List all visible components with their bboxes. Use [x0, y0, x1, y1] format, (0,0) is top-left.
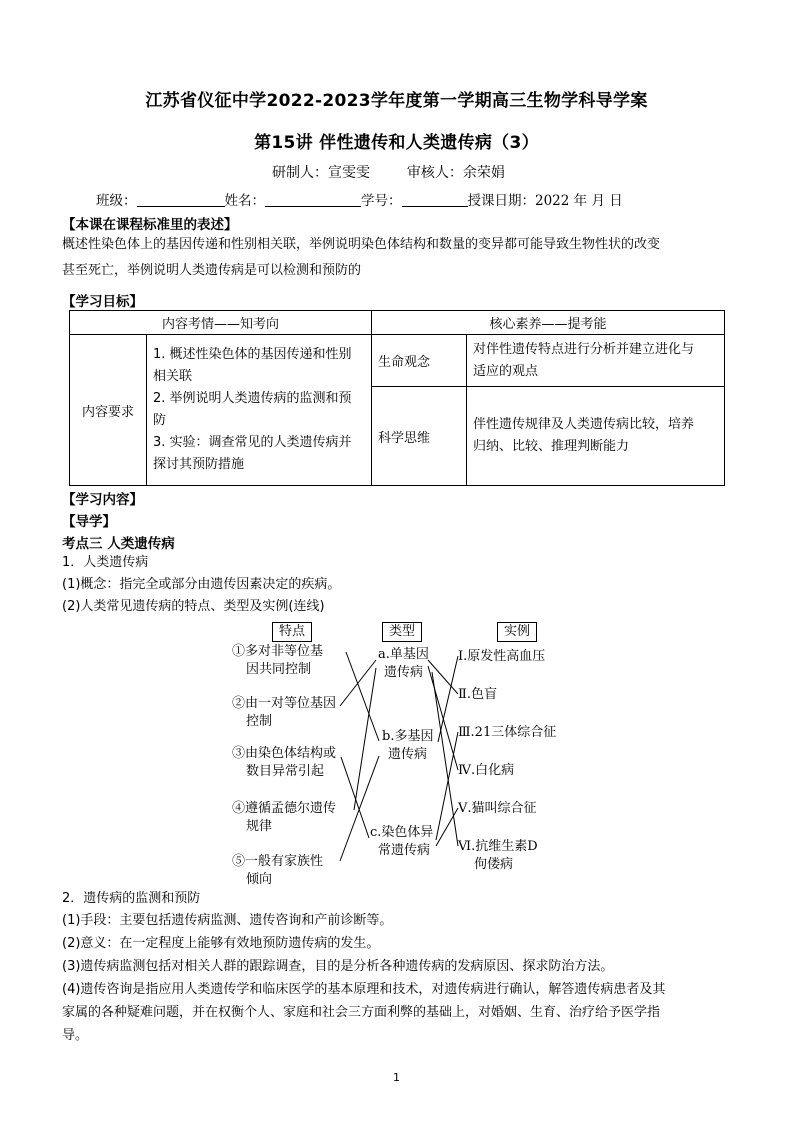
link-line	[432, 672, 458, 846]
feature-line: ④遵循孟德尔遗传	[232, 801, 337, 816]
literacy-desc-line: 归纳、比较、推理判断能力	[473, 439, 630, 454]
feature-line: ②由一对等位基因	[232, 696, 337, 711]
example-4: Ⅳ.白化病	[458, 763, 515, 778]
goals-heading: 【学习目标】	[62, 294, 143, 310]
link-line	[438, 656, 458, 742]
date-label: 授课日期：	[467, 193, 535, 209]
goals-row-label: 内容要求	[70, 335, 147, 486]
standard-line-2: 甚至死亡，举例说明人类遗传病是可以检测和预防的	[62, 263, 362, 278]
type-line: a.单基因	[378, 647, 429, 662]
date-value: 2022 年 月 日	[535, 193, 623, 209]
literacy-name: 科学思维	[372, 387, 467, 486]
type-line: c.染色体异	[370, 825, 434, 840]
content-heading: 【学习内容】	[62, 492, 143, 508]
reviewer-name: 余荣娟	[462, 165, 505, 181]
name-label: 姓名：	[224, 193, 265, 209]
req-line: 相关联	[153, 369, 193, 384]
example-2: Ⅱ.色盲	[458, 687, 497, 702]
link-line	[341, 757, 369, 838]
feature-line: 因共同控制	[246, 662, 312, 677]
literacy-desc-line: 适应的观点	[473, 363, 539, 379]
feature-line: ⑤一般有家族性	[232, 854, 324, 869]
document-title: 江苏省仪征中学2022-2023学年度第一学期高三生物学科导学案	[145, 91, 648, 111]
example-line: 佝偻病	[474, 857, 514, 872]
example-line: Ⅵ.抗维生素D	[458, 839, 538, 854]
feature-line: 倾向	[246, 872, 273, 887]
req-line: 探讨其预防措施	[153, 457, 245, 472]
header-types: 类型	[382, 622, 422, 642]
class-label: 班级：	[96, 193, 137, 209]
literacy-desc-line: 伴性遗传规律及人类遗传病比较，培养	[473, 417, 695, 432]
literacy-desc-line: 对伴性遗传特点进行分析并建立进化与	[473, 341, 695, 357]
standard-heading: 【本课在课程标准里的表述】	[62, 217, 238, 233]
req-line: 防	[153, 413, 167, 428]
req-line: 2. 举例说明人类遗传病的监测和预	[153, 391, 352, 406]
section-2-p4-line3: 导。	[62, 1028, 89, 1043]
section-1-concept: (1)概念：指完全或部分由遗传因素决定的疾病。	[62, 577, 341, 592]
header-features: 特点	[272, 622, 312, 642]
feature-line: ①多对非等位基	[232, 644, 324, 659]
link-line	[354, 668, 376, 810]
reviewer-label: 审核人：	[406, 165, 463, 181]
lesson-title: 第15讲 伴性遗传和人类遗传病（3）	[254, 133, 539, 153]
literacy-name: 生命观念	[372, 335, 467, 387]
section-2-p1: (1)手段：主要包括遗传病监测、遗传咨询和产前诊断等。	[62, 913, 393, 928]
link-line	[346, 652, 379, 741]
link-line	[340, 660, 376, 706]
point-heading: 考点三 人类遗传病	[62, 536, 175, 552]
feature-line: ③由染色体结构或	[232, 746, 337, 761]
req-line: 1. 概述性染色体的基因传递和性别	[153, 347, 352, 362]
goals-col-header-1: 内容考情——知考向	[70, 311, 372, 335]
section-1-subtitle: (2)人类常见遗传病的特点、类型及实例(连线)	[62, 599, 325, 614]
section-2-p2: (2)意义：在一定程度上能够有效地预防遗传病的发生。	[62, 936, 380, 951]
developer-label: 研制人：	[272, 165, 328, 181]
type-line: 遗传病	[384, 665, 424, 680]
id-label: 学号：	[361, 193, 402, 209]
type-line: 常遗传病	[378, 843, 431, 858]
guide-heading: 【导学】	[62, 514, 116, 530]
developer-name: 宣雯雯	[328, 165, 370, 181]
section-2-p4-line2: 家属的各种疑难问题，并在权衡个人、家庭和社会三方面利弊的基础上，对婚姻、生育、治疗给予医学指	[62, 1005, 661, 1020]
section-2-p3: (3)遗传病监测包括对相关人群的跟踪调查，目的是分析各种遗传病的发病原因、探求防治方法。	[62, 959, 614, 974]
header-examples: 实例	[497, 622, 537, 642]
section-1-title: 1．人类遗传病	[62, 555, 149, 570]
goals-col-header-2: 核心素养——提考能	[372, 311, 725, 335]
section-2-title: 2．遗传病的监测和预防	[62, 891, 201, 906]
type-line: 遗传病	[388, 747, 428, 762]
feature-line: 规律	[246, 819, 273, 834]
example-3: Ⅲ.21三体综合征	[458, 725, 557, 740]
section-2-p4-line1: (4)遗传咨询是指应用人类遗传学和临床医学的基本原理和技术，对遗传病进行确认，解答遗传病患者及其	[62, 982, 666, 997]
example-5: Ⅴ.猫叫综合征	[458, 801, 537, 816]
feature-line: 控制	[246, 714, 273, 729]
req-line: 3. 实验：调查常见的人类遗传病并	[153, 435, 352, 450]
standard-line-1: 概述性染色体上的基因传递和性别相关联，举例说明染色体结构和数量的变异都可能导致生物性状的改变	[62, 237, 661, 252]
example-1: Ⅰ.原发性高血压	[458, 649, 546, 664]
type-line: b.多基因	[382, 729, 434, 744]
page-number: 1	[393, 1071, 400, 1084]
feature-line: 数目异常引起	[246, 764, 325, 779]
